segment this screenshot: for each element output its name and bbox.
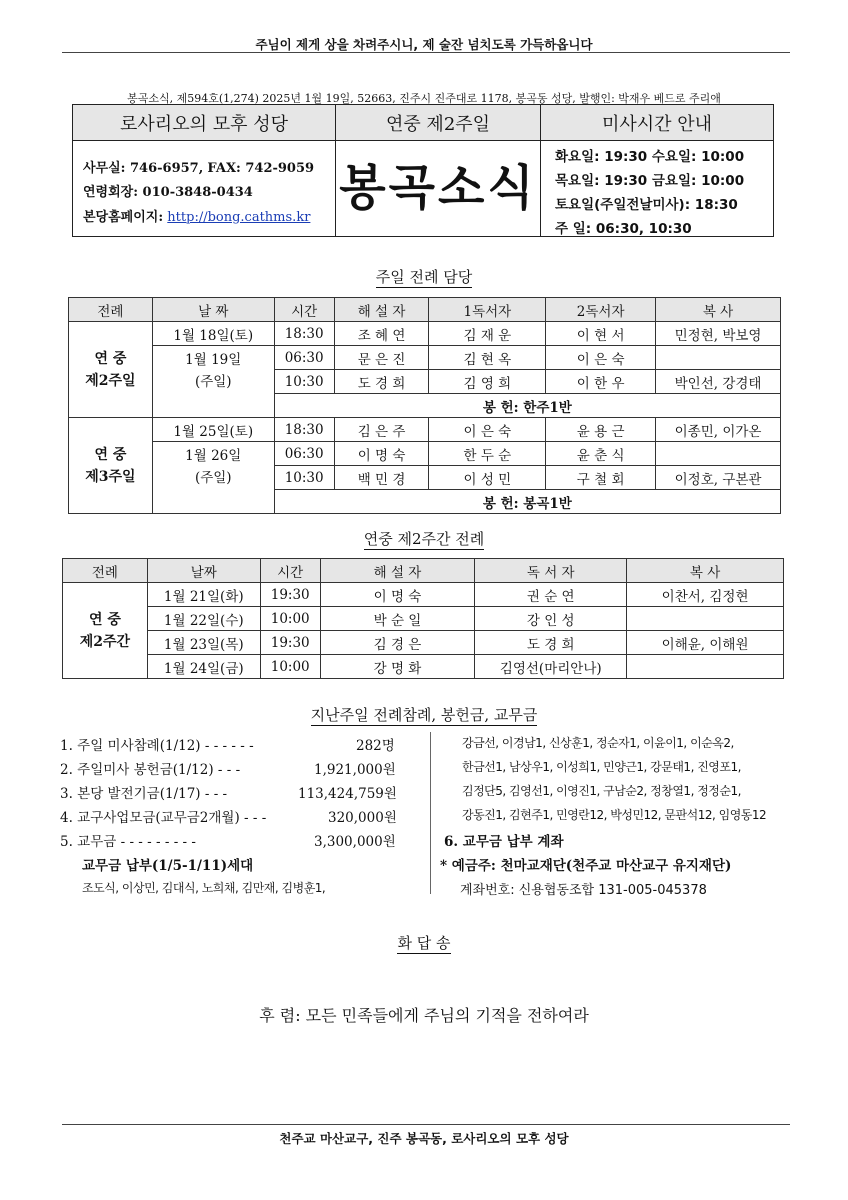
reader1-cell: 김 영 희 — [429, 370, 546, 394]
date-cell: 1월 25일(토) — [152, 418, 274, 442]
reader-cell: 도 경 희 — [475, 631, 627, 655]
mass-times-title: 미사시간 안내 — [541, 105, 773, 141]
server-cell: 이해윤, 이해원 — [627, 631, 784, 655]
table-row — [63, 607, 784, 631]
column-header: 1독서자 — [429, 298, 546, 322]
dues-names: 강금선, 이경남1, 신상훈1, 정순자1, 이윤이1, 이순옥2, — [462, 736, 734, 750]
reader2-cell: 이 은 숙 — [546, 346, 656, 370]
time-cell: 10:30 — [274, 466, 334, 490]
account-holder: * 예금주: 천마교재단(천주교 마산교구 유지재단) — [440, 858, 732, 874]
reader2-cell: 윤 춘 식 — [546, 442, 656, 466]
commentator-cell: 도 경 희 — [334, 370, 429, 394]
reader-cell: 강 인 성 — [475, 607, 627, 631]
server-cell — [656, 346, 781, 370]
newsletter-title: 봉곡소식 — [339, 160, 537, 216]
sunday-liturgy-table — [68, 297, 781, 514]
homepage-link[interactable]: http://bong.cathms.kr — [167, 210, 311, 225]
server-cell: 박인선, 강경태 — [656, 370, 781, 394]
commentator-cell: 조 혜 연 — [334, 322, 429, 346]
column-header: 전례 — [63, 559, 148, 583]
time-cell: 18:30 — [274, 418, 334, 442]
commentator-cell: 박 순 일 — [320, 607, 475, 631]
table-row — [69, 322, 781, 346]
time-cell: 18:30 — [274, 322, 334, 346]
header-box — [72, 104, 774, 237]
offering-cell: 봉 헌: 한주1반 — [274, 394, 780, 418]
top-banner: 주님이 제게 상을 차려주시니, 제 술잔 넘치도록 가득하옵니다 — [255, 37, 593, 52]
server-cell: 민정현, 박보영 — [656, 322, 781, 346]
table-row — [69, 442, 781, 466]
offering-cell: 봉 헌: 봉곡1반 — [274, 490, 780, 514]
account-number: 계좌번호: 신용협동조합 131-005-045378 — [460, 883, 707, 898]
time-cell: 06:30 — [274, 442, 334, 466]
commentator-cell: 이 명 숙 — [334, 442, 429, 466]
council-phone: 연령회장: 010-3848-0434 — [83, 185, 253, 200]
column-header: 시간 — [260, 559, 320, 583]
column-header: 시간 — [274, 298, 334, 322]
table-row — [63, 631, 784, 655]
response-song-title: 화 답 송 — [397, 934, 451, 952]
last-week-item: 1. 주일 미사참례(1/12) - - - - - - 282명 — [60, 738, 395, 754]
server-cell: 이찬서, 김정현 — [627, 583, 784, 607]
last-week-item: 3. 본당 발전기금(1/17) - - - 113,424,759원 — [60, 786, 397, 802]
homepage: 본당홈페이지: http://bong.cathms.kr — [83, 210, 311, 225]
weekday-liturgy-title: 연중 제2주간 전례 — [363, 530, 485, 548]
reader2-cell: 이 현 서 — [546, 322, 656, 346]
mass-times-column — [541, 105, 773, 236]
dues-names: 한금선1, 남상우1, 이성희1, 민양근1, 강문태1, 진영포1, — [462, 760, 741, 774]
mass-time-line: 화요일: 19:30 수요일: 10:00 — [555, 149, 745, 165]
column-header: 복 사 — [627, 559, 784, 583]
bottom-divider — [62, 1124, 790, 1125]
table-header-row — [69, 298, 781, 322]
date-cell: 1월 21일(화) — [147, 583, 260, 607]
server-cell — [627, 655, 784, 679]
commentator-cell: 강 명 화 — [320, 655, 475, 679]
date-cell: 1월 24일(금) — [147, 655, 260, 679]
sunday-liturgy-title: 주일 전례 담당 — [375, 268, 473, 286]
week-title: 연중 제2주일 — [336, 105, 540, 141]
last-week-title: 지난주일 전례참례, 봉헌금, 교무금 — [310, 706, 538, 724]
dues-names: 강동진1, 김현주1, 민영란12, 박성민12, 문판석12, 임영동12 — [462, 808, 767, 822]
date-cell: 1월 23일(목) — [147, 631, 260, 655]
dues-names: 김정단5, 김영선1, 이영진1, 구남순2, 정창열1, 정정순1, — [462, 784, 741, 798]
reader1-cell: 이 은 숙 — [429, 418, 546, 442]
reader2-cell: 구 철 회 — [546, 466, 656, 490]
last-week-item: 4. 교구사업모금(교무금2개월) - - - 320,000원 — [60, 810, 397, 826]
commentator-cell: 김 은 주 — [334, 418, 429, 442]
commentator-cell: 백 민 경 — [334, 466, 429, 490]
column-header: 해 설 자 — [334, 298, 429, 322]
time-cell: 19:30 — [260, 631, 320, 655]
time-cell: 10:30 — [274, 370, 334, 394]
reader1-cell: 한 두 순 — [429, 442, 546, 466]
footer: 천주교 마산교구, 진주 봉곡동, 로사리오의 모후 성당 — [279, 1131, 569, 1146]
server-cell — [656, 442, 781, 466]
mass-time-line: 주 일: 06:30, 10:30 — [555, 221, 692, 237]
time-cell: 10:00 — [260, 607, 320, 631]
weekday-liturgy-table — [62, 558, 784, 679]
date-cell: 1월 19일 (주일) — [152, 346, 274, 418]
column-header: 복 사 — [656, 298, 781, 322]
response-song-refrain: 후 렴: 모든 민족들에게 주님의 기적을 전하여라 — [259, 1006, 589, 1025]
column-header: 날짜 — [147, 559, 260, 583]
commentator-cell: 김 경 은 — [320, 631, 475, 655]
commentator-cell: 문 은 진 — [334, 346, 429, 370]
dues-names: 조도식, 이상민, 김대식, 노희채, 김만재, 김병훈1, — [82, 881, 326, 895]
date-cell: 1월 26일 (주일) — [152, 442, 274, 514]
column-header: 2독서자 — [546, 298, 656, 322]
parish-name: 로사리오의 모후 성당 — [73, 105, 335, 141]
top-divider — [62, 52, 790, 53]
reader1-cell: 김 재 운 — [429, 322, 546, 346]
column-header: 전례 — [69, 298, 153, 322]
liturgy-group: 연 중 제3주일 — [69, 418, 153, 514]
parish-info-column — [73, 105, 336, 236]
server-cell: 이종민, 이가온 — [656, 418, 781, 442]
reader-cell: 김영선(마리안나) — [475, 655, 627, 679]
publication-line: 봉곡소식, 제594호(1,274) 2025년 1월 19일, 52663, 진주시 진주대로 1178, 봉곡동 성당, 발행인: 박재우 베드로 주리애 — [127, 92, 721, 105]
date-cell: 1월 18일(토) — [152, 322, 274, 346]
column-header: 해 설 자 — [320, 559, 475, 583]
dues-title: 교무금 납부(1/5-1/11)세대 — [82, 858, 254, 874]
reader1-cell: 이 성 민 — [429, 466, 546, 490]
table-row — [69, 418, 781, 442]
table-row — [63, 655, 784, 679]
mass-time-line: 토요일(주일전날미사): 18:30 — [555, 197, 738, 213]
last-week-item: 5. 교무금 - - - - - - - - - 3,300,000원 — [60, 834, 396, 850]
newsletter-title-column — [336, 105, 541, 236]
reader1-cell: 김 현 옥 — [429, 346, 546, 370]
server-cell — [627, 607, 784, 631]
reader-cell: 권 순 연 — [475, 583, 627, 607]
account-title: 6. 교무금 납부 계좌 — [444, 834, 564, 850]
time-cell: 06:30 — [274, 346, 334, 370]
column-header: 날 짜 — [152, 298, 274, 322]
office-phone: 사무실: 746-6957, FAX: 742-9059 — [83, 161, 315, 176]
commentator-cell: 이 명 숙 — [320, 583, 475, 607]
table-header-row — [63, 559, 784, 583]
reader2-cell: 이 한 우 — [546, 370, 656, 394]
time-cell: 10:00 — [260, 655, 320, 679]
column-divider — [430, 732, 431, 894]
liturgy-group: 연 중 제2주일 — [69, 322, 153, 418]
server-cell: 이정호, 구본관 — [656, 466, 781, 490]
time-cell: 19:30 — [260, 583, 320, 607]
reader2-cell: 윤 용 근 — [546, 418, 656, 442]
date-cell: 1월 22일(수) — [147, 607, 260, 631]
column-header: 독 서 자 — [475, 559, 627, 583]
table-row — [69, 346, 781, 370]
mass-time-line: 목요일: 19:30 금요일: 10:00 — [555, 173, 745, 189]
table-row — [63, 583, 784, 607]
liturgy-group: 연 중 제2주간 — [63, 583, 148, 679]
last-week-item: 2. 주일미사 봉헌금(1/12) - - - 1,921,000원 — [60, 762, 396, 778]
